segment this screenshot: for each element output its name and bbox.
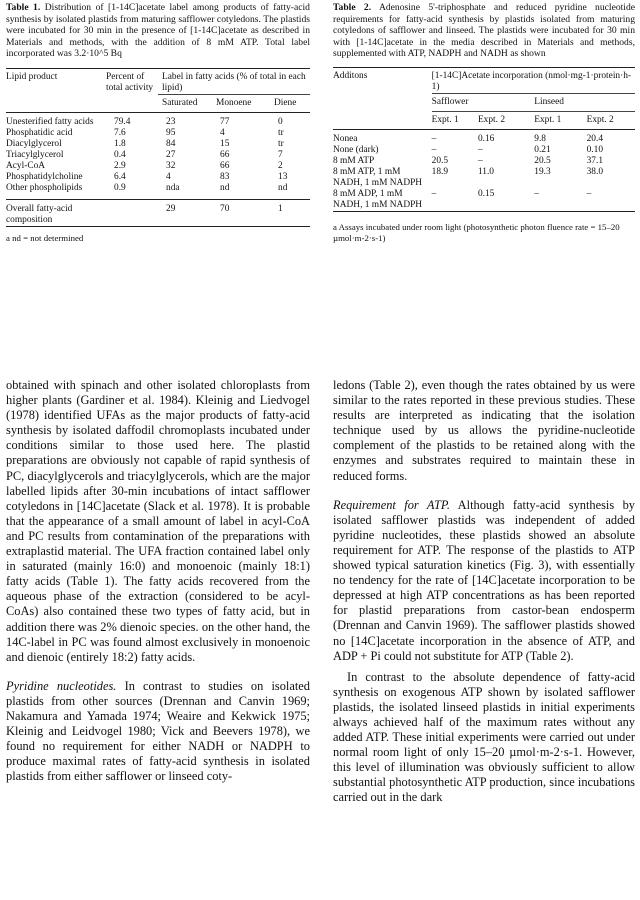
table1-caption-text: Distribution of [1-14C]acetate label among products of fatty-acid synthesis by isolated plastids from maturing safflower cotyledons. The plastids were incubated for 30 min in the presence of [1-14C]acetate as described in Materials and methods, with the addition of 8 mM ATP. Total label incorporated was 3.2·10^5 Bq [6,2,310,60]
table2-caption [333,2,635,60]
table2-cell-linseed-1: 20.5 [534,155,551,166]
table1-overall-diene: 1 [278,203,283,214]
table2-cell-safflower-2: 11.0 [477,166,494,177]
table1-cell-lipid: Unesterified fatty acids [6,116,94,127]
table2-cell-safflower-1: 18.9 [431,166,449,177]
table-row [333,129,635,145]
table1-cell-percent: 0.4 [114,149,126,160]
table1-cell-percent: 0.9 [114,182,126,193]
table-row [6,172,310,183]
table1-cell-percent: 7.6 [114,127,126,138]
table1-cell-monoene: 15 [220,138,230,149]
atp-text: Although fatty-acid synthesis by isolated safflower plastids was independent of added pyridine nucleotides, these plastids showed an absolute requirement for ATP. The response of the plastids to ATP showed typical saturation kinetics (Fig. 3), with essentially no tendency for the rate of [14C]acetate incorporation to be depressed at high ATP concentrations as has been reported for plastid preparations from castor-bean endosperm (Drennan and Canvin 1969). The safflower plastids showed no [14C]acetate incorporation in the absence of ATP, and ADP + Pi could not substitute for ATP (Table 2). [333,497,635,663]
table2-footnote: a Assays incubated under room light (photosynthetic photon fluence rate = 15–20 µmol·m-2·s-1) [333,221,620,243]
table1-cell-lipid: Triacylglycerol [6,149,64,160]
table1-head-percent: Percent of total activity [106,71,154,93]
table1-cell-saturated: 32 [166,160,176,171]
table2-safflower-expt2: Expt. 2 [478,111,526,129]
table1-overall-monoene: 70 [220,203,230,214]
table2-cell-linseed-2: – [586,188,592,199]
right-column [333,0,636,805]
table2-cell-linseed-1: – [534,188,539,199]
table2-cell-safflower-2: – [477,144,483,155]
table-row [333,145,635,156]
pyridine-text: In contrast to studies on isolated plastids from other sources (Drennan and Canvin 1969; Nakamura and Yamada 1974; Weaire and Kekwick 1975; Kleinig and Leidvogel 1980; Vick and Beevers 1978), we found no requirement for either NADH or NADPH to produce maximal rates of fatty-acid synthesis in isolated plastids from either safflower or linseed coty- [6,678,310,784]
atp-heading: Requirement for ATP. [333,497,450,512]
right-body-text [333,378,635,806]
table2-cell-safflower-1: – [431,144,437,155]
table1-cell-lipid: Other phospholipids [6,182,83,193]
table1-cell-saturated: 23 [166,116,176,127]
table2-linseed-expt1: Expt. 1 [526,111,578,129]
table-row [333,189,635,212]
left-body-text [6,378,310,784]
table2-label: Table 2. [333,2,372,13]
table1-overall-name: Overall fatty-acid composition [6,203,73,225]
right-paragraph-1: ledons (Table 2), even though the rates obtained by us were similar to the rates reported in these previous studies. These results are interpreted as indicating that the isolation technique used by us allows the pyridine-nucleotide complement of the plastids to be retained along with the enzymes and substrates required to maintain these in reduced forms. [333,378,635,483]
table1-cell-diene: 7 [278,149,283,160]
right-paragraph-2 [333,498,635,664]
table1-cell-percent: 79.4 [114,116,131,127]
table1-footnote: a nd = not determined [6,232,84,243]
table1-cell-lipid: Diacylglycerol [6,138,62,149]
table1-cell-percent: 2.9 [114,160,126,171]
table1-sub-saturated: Saturated [158,94,212,112]
table2-head-rate: [1-14C]Acetate incorporation (nmol·mg-1·protein·h-1) [431,70,632,92]
table1-cell-percent: 6.4 [114,171,126,182]
table2-cell-linseed-2: 38.0 [586,166,603,177]
table2-cell-safflower-1: – [431,133,437,144]
table1-cell-saturated: 27 [166,149,176,160]
table1-sub-monoene: Monoene [212,94,270,112]
left-column [6,0,310,784]
table1-cell-diene: 13 [278,171,288,182]
table2-cell-linseed-1: 9.8 [534,133,546,144]
table2-cell-safflower-2: – [477,155,483,166]
table2-cell-addition: Nonea [333,133,358,144]
table-row [6,112,310,128]
table1-cell-saturated: nda [166,182,180,193]
table1-cell-saturated: 84 [166,138,176,149]
table2-linseed-expt2: Expt. 2 [579,111,635,129]
table1-cell-diene: tr [278,127,284,138]
table2-cell-linseed-2: 20.4 [586,133,603,144]
table1-head-lipid: Lipid product [6,71,58,82]
table-row [6,128,310,139]
table1-caption [6,2,310,60]
table1-cell-saturated: 4 [166,171,171,182]
right-paragraph-3: In contrast to the absolute dependence of fatty-acid synthesis on exogenous ATP shown by isolated safflower plastids, the isolated linseed plastids in initial experiments always achieved half of the maximum rates without any added ATP. These initial experiments were carried out under normal room light of only 15–20 µmol·m-2·s-1. However, this level of illumination was obviously sufficient to allow substantial photosynthetic ATP production, since incubations carried out in the dark [333,669,635,805]
table2-caption-text: Adenosine 5'-triphosphate and reduced pyridine nucleotide requirements for fatty-acid synthesis by plastids isolated from maturing cotyledons of safflower and linseed. The plastids were incubated for 30 min with [1-14C]acetate in the media described in Materials and methods, supplemented with ATP, NADPH and NADH as shown [333,2,636,60]
table2-cell-linseed-1: 19.3 [534,166,551,177]
table1-cell-diene: 0 [278,116,283,127]
table2-cell-addition: 8 mM ATP, 1 mM NADH, 1 mM NADPH [333,166,423,188]
table2-cell-addition: 8 mM ADP, 1 mM NADH, 1 mM NADPH [333,188,423,210]
table1 [6,68,310,227]
table-row [6,150,310,161]
table1-sub-diene: Diene [270,94,310,112]
table1-cell-diene: 2 [278,160,283,171]
table1-head-label: Label in fatty acids (% of total in each lipid) [162,71,306,93]
left-paragraph-2 [6,679,310,785]
table1-cell-lipid: Phosphatidylcholine [6,171,83,182]
table2-cell-safflower-2: 0.15 [477,188,495,199]
table-row [6,161,310,172]
table1-cell-diene: tr [278,138,284,149]
table2 [333,67,635,216]
table2-safflower-expt1: Expt. 1 [432,111,478,129]
table-row [333,167,635,189]
table2-cell-addition: 8 mM ATP [333,155,375,166]
table2-cell-safflower-1: – [431,188,437,199]
table1-cell-percent: 1.8 [114,138,126,149]
table2-head-safflower: Safflower [432,93,527,111]
table1-cell-diene: nd [278,182,288,193]
table1-cell-monoene: 4 [220,127,225,138]
table2-head-additions: Additons [333,70,368,81]
table1-cell-lipid: Acyl-CoA [6,160,46,171]
table2-cell-linseed-1: 0.21 [534,144,551,155]
table1-cell-saturated: 95 [166,127,176,138]
table2-cell-linseed-2: 37.1 [586,155,603,166]
table2-cell-linseed-2: 0.10 [586,144,603,155]
table2-head-linseed: Linseed [526,93,635,111]
table-row [6,183,310,194]
table2-cell-safflower-2: 0.16 [477,133,495,144]
table1-label: Table 1. [6,2,41,13]
table1-cell-monoene: 66 [220,149,230,160]
table1-cell-monoene: 77 [220,116,230,127]
table1-cell-monoene: 66 [220,160,230,171]
left-paragraph-1: obtained with spinach and other isolated chloroplasts from higher plants (Gardiner et al. 1984). Kleinig and Liedvogel (1978) identified UFAs as the major products of fatty-acid synthesis by isolated daffodil chromoplasts incubated under conditions similar to those used here. The plastid preparations are obviously not capable of rapid synthesis of PC, diacylglycerols and triacylglycerols, which are the major labelled lipids after 30-min incubations of intact safflower cotyledons in [14C]acetate (Slack et al. 1978). It is probable that the appearance of a small amount of label in acyl-CoA and PC results from contamination of the preparations with extraplastid material. The UFA fraction contained label only in saturated (mainly 16:0) and monoenoic (mainly 18:1) fatty acids (Table 1). The fatty acids recovered from the aqueous phase of the extraction (considered to be acyl-CoAs) also contained these two types of fatty acid, but in addition there was 2% dienoic species. on the other hand, the 14C-label in PC was found almost exclusively in monoenoic and dienoic (entirely 18:2) fatty acids. [6,378,310,664]
table-row [6,139,310,150]
table2-cell-safflower-1: 20.5 [431,155,449,166]
table1-cell-monoene: 83 [220,171,230,182]
table1-cell-lipid: Phosphatidic acid [6,127,73,138]
table2-cell-addition: None (dark) [333,144,379,155]
table-row [333,156,635,167]
table1-cell-monoene: nd [220,182,230,193]
pyridine-heading: Pyridine nucleotides. [6,678,117,693]
table1-overall-saturated: 29 [166,203,176,214]
